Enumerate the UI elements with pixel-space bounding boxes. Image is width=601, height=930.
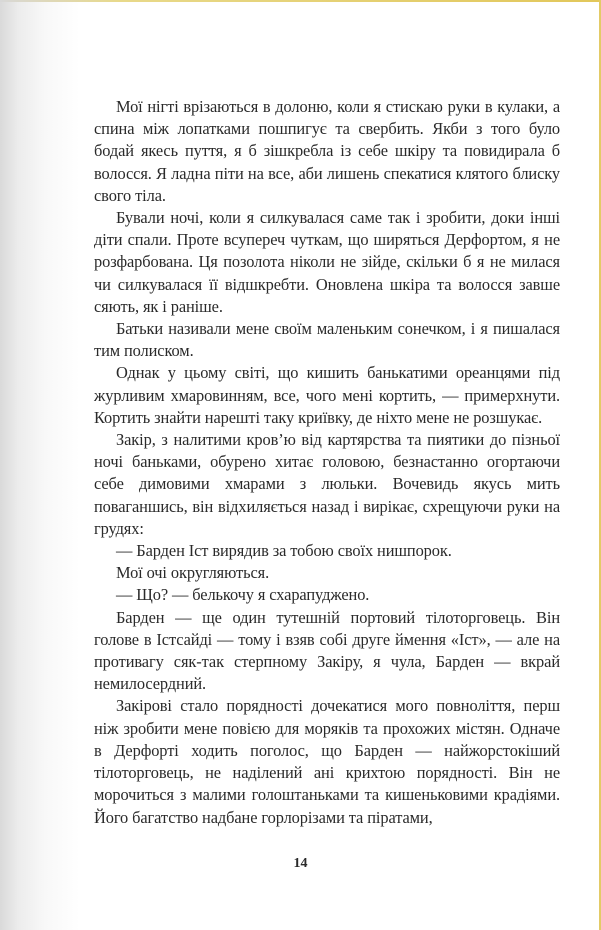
paragraph: Барден — ще один тутешній портовий тілоторговець. Він голове в Істсайді — тому і взяв собі друге ймення «Іст», — але на противагу сяк-так стерпному Закіру, я чула, Барден — вкрай немилосердний.	[94, 607, 560, 694]
paragraph: Бували ночі, коли я силкувалася саме так і зробити, доки інші діти спали. Проте всупереч чуткам, що ширяться Дерфортом, я не розфарбована. Ця позолота ніколи не зійде, скільки б я не милася чи силкувалася її відшкребти. Оновлена шкіра та волосся завше сяють, як і раніше.	[94, 208, 560, 316]
top-edge-accent	[0, 0, 601, 2]
paragraph: Мої нігті врізаються в долоню, коли я стискаю руки в кулаки, а спина між лопатками пошпигує та свербить. Якби з того було бодай якесь пуття, я б зішкребла із себе шкіру та повидирала б волосся. Я ладна піти на все, аби лишень спекатися клятого блиску свого тіла.	[94, 97, 560, 205]
dialogue-line: — Що? — белькочу я схарапуджено.	[116, 585, 370, 605]
paragraph: Мої очі округляються.	[116, 563, 270, 583]
paragraph: Однак у цьому світі, що кишить банькатими ореанцями під журливим хмаровинням, все, чого мені кортить, — примерхнути. Кортить знайти нарешті таку криївку, де ніхто мене не розшукає.	[94, 363, 560, 427]
paragraph: Закірові стало порядності дочекатися мого повноліття, перш ніж зробити мене повією для моряків та прохожих містян. Одначе в Дерфорті ходить поголос, що Барден — найжорстокіший тілоторговець, не наділений ані крихтою порядності. Він не морочиться з малими голоштаньками та кишеньковими крадіями. Його багатство надбане горлорізами та піратами,	[94, 696, 560, 827]
body-text	[94, 96, 560, 829]
paragraph: Закір, з налитими кров’ю від картярства та пиятики до пізньої ночі баньками, обурено хитає головою, безнастанно огортаючи себе димовими хмарами з люльки. Вочевидь якусь мить поваганшись, він відхиляється назад і вирікає, схрещуючи руки на грудях:	[94, 430, 560, 538]
page-number: 14	[293, 856, 308, 871]
paragraph: Батьки називали мене своїм маленьким сонечком, і я пишалася тим полиском.	[94, 319, 560, 361]
dialogue-line: — Барден Іст вирядив за тобою своїх нишпорок.	[116, 541, 452, 561]
